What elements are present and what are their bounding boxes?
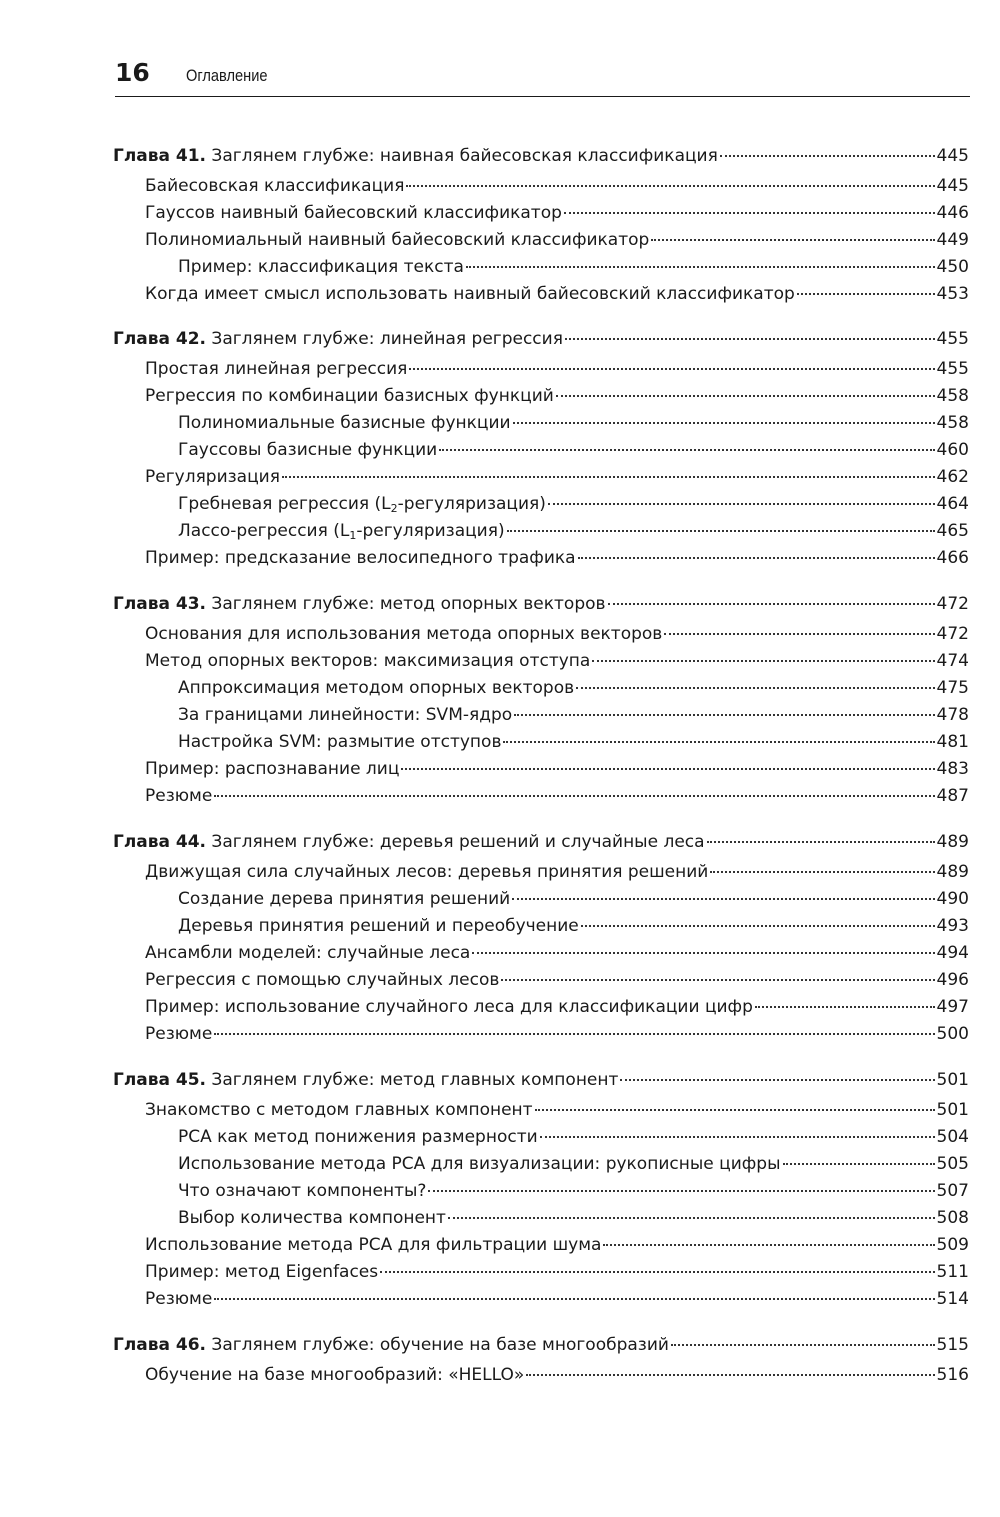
- entry-title: Создание дерева принятия решений: [178, 889, 511, 909]
- dot-leader: [526, 1374, 934, 1376]
- page-ref: 455: [936, 329, 969, 349]
- dot-leader: [755, 1006, 935, 1008]
- page-ref: 487: [936, 786, 969, 806]
- chapter-label: Глава 44.: [113, 832, 207, 852]
- dot-leader: [578, 557, 935, 559]
- dot-leader: [409, 368, 934, 370]
- page-ref: 516: [936, 1365, 969, 1385]
- dot-leader: [439, 449, 934, 451]
- page-ref: 445: [936, 146, 969, 166]
- page-ref: 509: [936, 1235, 969, 1255]
- chapter-43-entry[interactable]: [113, 591, 969, 617]
- dot-leader: [214, 795, 934, 797]
- page-ref: 504: [936, 1127, 969, 1147]
- page-ref: 458: [936, 413, 969, 433]
- toc-entry[interactable]: [145, 227, 969, 253]
- dot-leader: [401, 768, 934, 770]
- entry-title: Использование метода PCA для фильтрации шума: [145, 1235, 602, 1255]
- page-ref: 514: [936, 1289, 969, 1309]
- toc-entry[interactable]: [178, 410, 969, 436]
- page-ref: 478: [936, 705, 969, 725]
- toc-entry[interactable]: [145, 173, 969, 199]
- subscript: 1: [349, 529, 357, 542]
- page-ref: 460: [936, 440, 969, 460]
- toc-entry[interactable]: [145, 200, 969, 226]
- toc-entry[interactable]: [145, 383, 969, 409]
- page-ref: 481: [936, 732, 969, 752]
- toc-entry[interactable]: [145, 940, 969, 966]
- entry-title: Деревья принятия решений и переобучение: [178, 916, 579, 936]
- dot-leader: [507, 530, 935, 532]
- dot-leader: [282, 476, 935, 478]
- page-ref: 501: [936, 1100, 969, 1120]
- toc-entry[interactable]: [145, 1259, 969, 1285]
- chapter-44-entry[interactable]: [113, 829, 969, 855]
- chapter-label: Глава 46.: [113, 1335, 207, 1355]
- entry-title: Движущая сила случайных лесов: деревья принятия решений: [145, 862, 709, 882]
- page-ref: 511: [936, 1262, 969, 1282]
- dot-leader: [556, 395, 935, 397]
- toc-entry[interactable]: [145, 648, 969, 674]
- entry-title: Аппроксимация методом опорных векторов: [178, 678, 575, 698]
- dot-leader: [620, 1079, 934, 1081]
- page-ref: 466: [936, 548, 969, 568]
- toc-entry[interactable]: [178, 702, 969, 728]
- dot-leader: [501, 979, 934, 981]
- toc-entry[interactable]: [178, 518, 969, 544]
- toc-entry[interactable]: [145, 1286, 969, 1312]
- page-ref: 501: [936, 1070, 969, 1090]
- page-ref: 493: [936, 916, 969, 936]
- page-ref: 500: [936, 1024, 969, 1044]
- toc-entry[interactable]: [145, 783, 969, 809]
- entry-title: Гауссовы базисные функции: [178, 440, 438, 460]
- dot-leader: [448, 1217, 935, 1219]
- dot-leader: [783, 1163, 935, 1165]
- entry-title: Основания для использования метода опорных векторов: [145, 624, 663, 644]
- entry-title: Пример: классификация текста: [178, 257, 464, 277]
- dot-leader: [540, 1136, 935, 1138]
- entry-title: Когда имеет смысл использовать наивный байесовский классификатор: [145, 284, 795, 304]
- page-ref: 496: [936, 970, 969, 990]
- dot-leader: [797, 293, 935, 295]
- page-ref: 483: [936, 759, 969, 779]
- entry-title: Использование метода PCA для визуализации: рукописные цифры: [178, 1154, 781, 1174]
- entry-title: Пример: предсказание велосипедного трафика: [145, 548, 576, 568]
- toc-entry[interactable]: [145, 859, 969, 885]
- page-ref: 489: [936, 832, 969, 852]
- dot-leader: [535, 1109, 935, 1111]
- toc-entry[interactable]: [178, 491, 969, 517]
- entry-title: Выбор количества компонент: [178, 1208, 446, 1228]
- chapter-label: Глава 42.: [113, 329, 207, 349]
- entry-title: Резюме: [145, 786, 213, 806]
- toc-entry[interactable]: [178, 1124, 969, 1150]
- entry-title: Что означают компоненты?: [178, 1181, 427, 1201]
- page-ref: 489: [936, 862, 969, 882]
- dot-leader: [707, 841, 935, 843]
- dot-leader: [581, 925, 935, 927]
- dot-leader: [603, 1244, 934, 1246]
- entry-title: PCA как метод понижения размерности: [178, 1127, 538, 1147]
- toc-entry[interactable]: [145, 1232, 969, 1258]
- entry-title: Гребневая регрессия $(L_2-регуляризация)$: [178, 494, 546, 515]
- dot-leader: [513, 422, 935, 424]
- dot-leader: [214, 1033, 934, 1035]
- page-ref: 472: [936, 624, 969, 644]
- page-header: [115, 58, 970, 97]
- entry-title: Регрессия с помощью случайных лесов: [145, 970, 500, 990]
- dot-leader: [466, 266, 935, 268]
- chapter-label: Глава 43.: [113, 594, 207, 614]
- toc-entry[interactable]: [178, 886, 969, 912]
- page-ref: 450: [936, 257, 969, 277]
- toc-entry[interactable]: [145, 756, 969, 782]
- chapter-label: Глава 41.: [113, 146, 207, 166]
- dot-leader: [608, 603, 935, 605]
- dot-leader: [380, 1271, 934, 1273]
- toc-entry[interactable]: [145, 621, 969, 647]
- page-ref: 494: [936, 943, 969, 963]
- entry-title: Метод опорных векторов: максимизация отступа: [145, 651, 591, 671]
- toc-entry[interactable]: [145, 1097, 969, 1123]
- toc-entry[interactable]: [145, 1362, 969, 1388]
- entry-title: Лассо-регрессия $(L_1-регуляризация)$: [178, 521, 505, 542]
- entry-title: Пример: распознавание лиц: [145, 759, 400, 779]
- toc-entry[interactable]: [145, 967, 969, 993]
- chapter-title: Заглянем глубже: обучение на базе многообразий: [206, 1335, 669, 1355]
- page-ref: 508: [936, 1208, 969, 1228]
- toc-entry[interactable]: [145, 994, 969, 1020]
- dot-leader: [664, 633, 934, 635]
- toc-entry[interactable]: [178, 729, 969, 755]
- entry-title: Пример: использование случайного леса для классификации цифр: [145, 997, 753, 1017]
- dot-leader: [406, 185, 934, 187]
- page-ref: 490: [936, 889, 969, 909]
- page-ref: 472: [936, 594, 969, 614]
- dot-leader: [428, 1190, 934, 1192]
- page-ref: 445: [936, 176, 969, 196]
- dot-leader: [548, 503, 935, 505]
- dot-leader: [503, 741, 934, 743]
- dot-leader: [512, 898, 934, 900]
- chapter-title: Заглянем глубже: наивная байесовская классификация: [206, 146, 718, 166]
- page-ref: 465: [936, 521, 969, 541]
- toc-entry[interactable]: [178, 254, 969, 280]
- dot-leader: [514, 714, 934, 716]
- toc-entry[interactable]: [178, 1151, 969, 1177]
- running-title: Оглавление: [186, 66, 268, 85]
- toc-entry[interactable]: [178, 913, 969, 939]
- dot-leader: [592, 660, 934, 662]
- entry-title: Байесовская классификация: [145, 176, 405, 196]
- page-ref: 446: [936, 203, 969, 223]
- page-ref: 455: [936, 359, 969, 379]
- page-ref: 507: [936, 1181, 969, 1201]
- entry-title: Резюме: [145, 1289, 213, 1309]
- subscript: 2: [390, 502, 398, 515]
- dot-leader: [564, 212, 935, 214]
- page-ref: 474: [936, 651, 969, 671]
- entry-title: Знакомство с методом главных компонент: [145, 1100, 533, 1120]
- dot-leader: [576, 687, 934, 689]
- chapter-41-entry[interactable]: [113, 143, 969, 169]
- toc-entry[interactable]: [178, 1178, 969, 1204]
- toc-entry[interactable]: [145, 545, 969, 571]
- toc-entry[interactable]: [145, 464, 969, 490]
- entry-title: Полиномиальные базисные функции: [178, 413, 511, 433]
- page-ref: 453: [936, 284, 969, 304]
- dot-leader: [671, 1344, 935, 1346]
- entry-title: Ансамбли моделей: случайные леса: [145, 943, 471, 963]
- entry-title: Регрессия по комбинации базисных функций: [145, 386, 554, 406]
- entry-title: Настройка SVM: размытие отступов: [178, 732, 502, 752]
- chapter-title: Заглянем глубже: метод опорных векторов: [206, 594, 606, 614]
- page-ref: 458: [936, 386, 969, 406]
- chapter-45-entry[interactable]: [113, 1067, 969, 1093]
- entry-title: Резюме: [145, 1024, 213, 1044]
- entry-title: За границами линейности: SVM-ядро: [178, 705, 513, 725]
- page-ref: 464: [936, 494, 969, 514]
- chapter-title: Заглянем глубже: линейная регрессия: [206, 329, 563, 349]
- dot-leader: [710, 871, 934, 873]
- toc-entry[interactable]: [145, 281, 969, 307]
- chapter-title: Заглянем глубже: деревья решений и случайные леса: [206, 832, 705, 852]
- toc-entry[interactable]: [178, 437, 969, 463]
- entry-title: Обучение на базе многообразий: «HELLO»: [145, 1365, 525, 1385]
- toc-entry[interactable]: [145, 356, 969, 382]
- chapter-46-entry[interactable]: [113, 1332, 969, 1358]
- page-ref: 515: [936, 1335, 969, 1355]
- entry-title: Пример: метод Eigenfaces: [145, 1262, 379, 1282]
- page-ref: 505: [936, 1154, 969, 1174]
- toc-entry[interactable]: [178, 675, 969, 701]
- toc-entry[interactable]: [178, 1205, 969, 1231]
- dot-leader: [214, 1298, 934, 1300]
- page-ref: 475: [936, 678, 969, 698]
- chapter-42-entry[interactable]: [113, 326, 969, 352]
- page-ref: 497: [936, 997, 969, 1017]
- page-ref: 449: [936, 230, 969, 250]
- entry-title: Регуляризация: [145, 467, 280, 487]
- toc-entry[interactable]: [145, 1021, 969, 1047]
- dot-leader: [472, 952, 934, 954]
- dot-leader: [720, 155, 935, 157]
- chapter-title: Заглянем глубже: метод главных компонент: [206, 1070, 619, 1090]
- entry-title: Полиномиальный наивный байесовский классификатор: [145, 230, 650, 250]
- page-ref: 462: [936, 467, 969, 487]
- entry-title: Гауссов наивный байесовский классификатор: [145, 203, 562, 223]
- dot-leader: [651, 239, 934, 241]
- chapter-label: Глава 45.: [113, 1070, 207, 1090]
- dot-leader: [565, 338, 935, 340]
- entry-title: Простая линейная регрессия: [145, 359, 408, 379]
- page-number: 16: [115, 58, 150, 87]
